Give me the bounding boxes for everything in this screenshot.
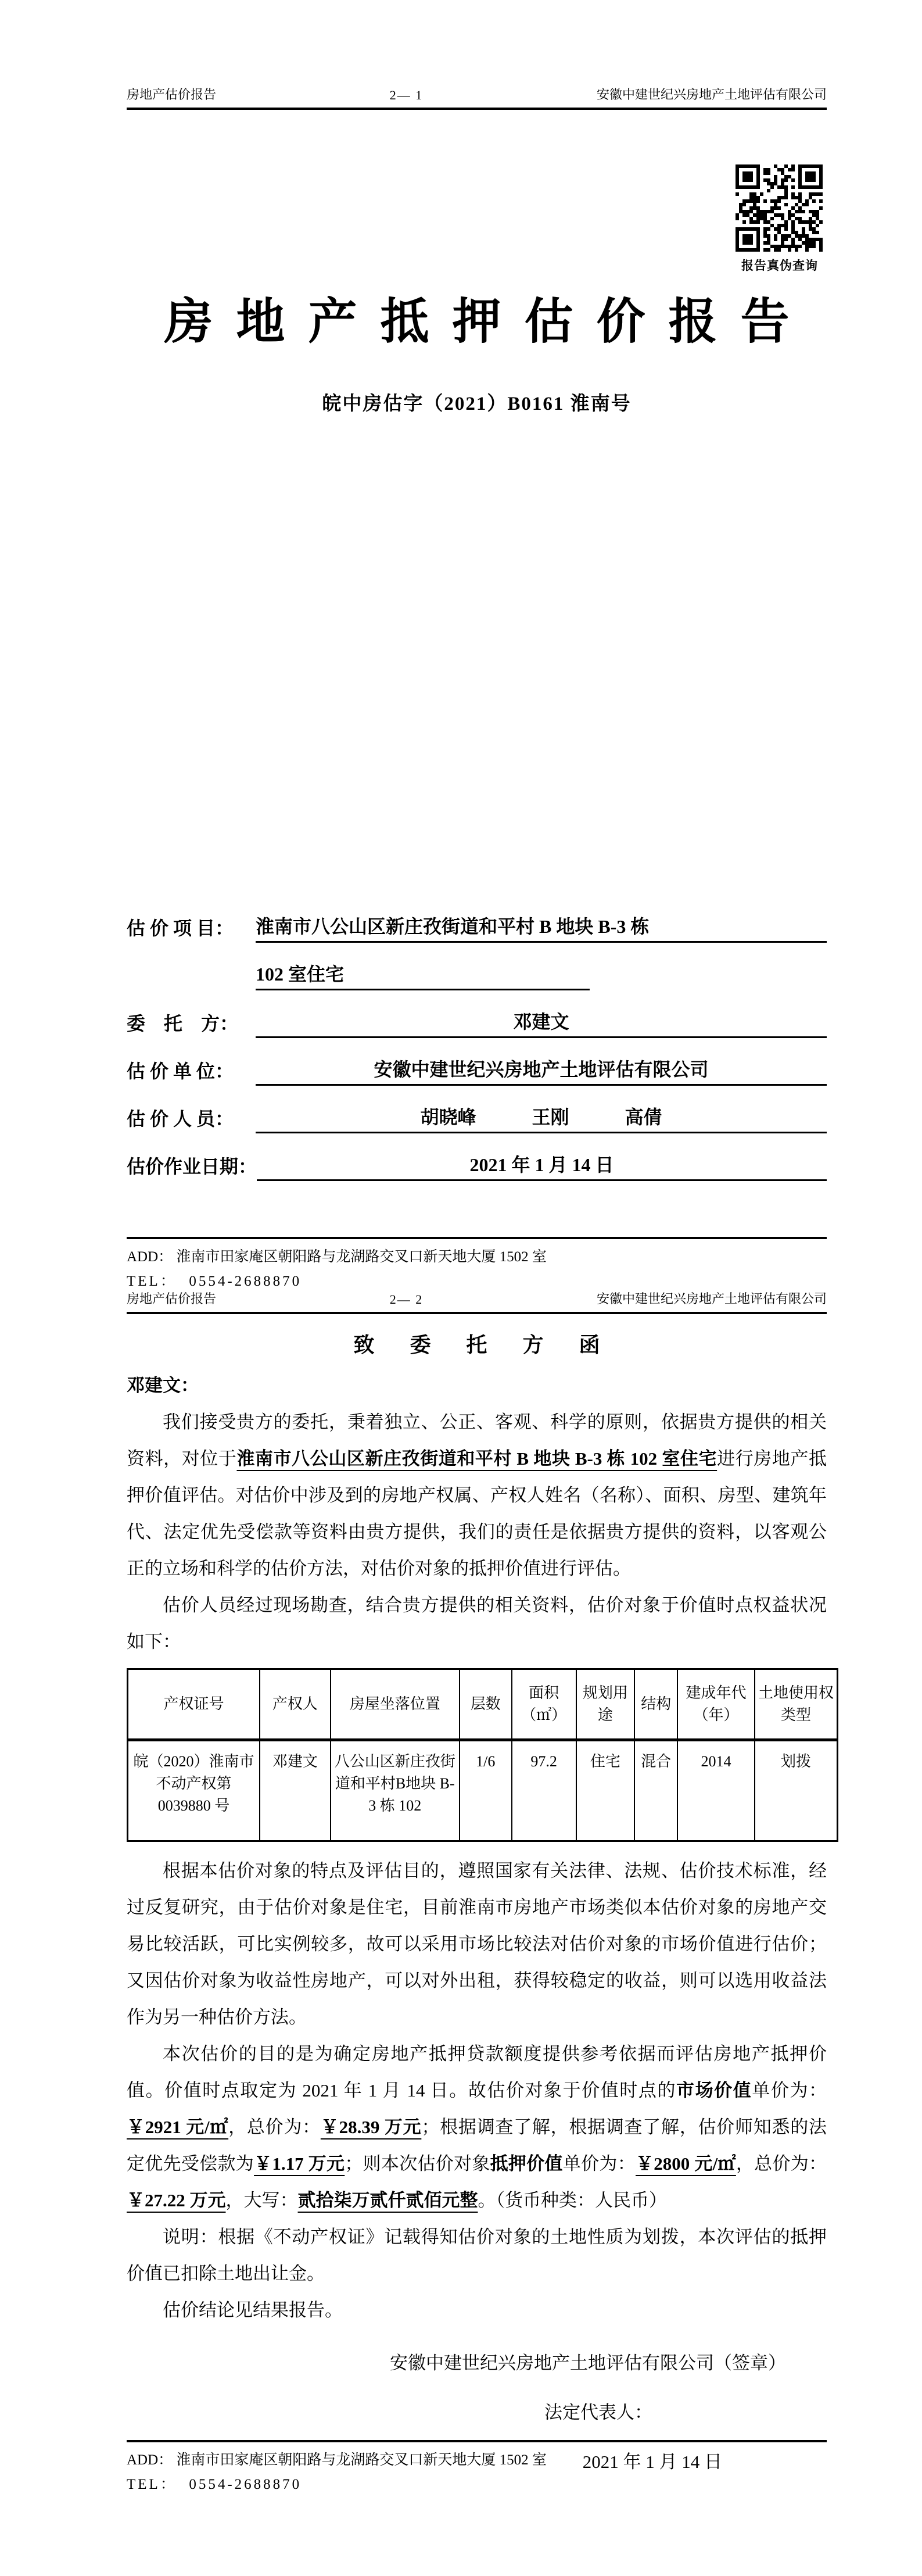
text-segment: 抵押价值 <box>490 2153 563 2174</box>
table-header-row <box>128 1669 838 1740</box>
field-agency-value: 安徽中建世纪兴房地产土地评估有限公司 <box>256 1055 827 1086</box>
cell-land-right-type: 划拨 <box>755 1740 838 1841</box>
qr-caption: 报告真伪查询 <box>741 259 818 273</box>
col-area: 面积（㎡） <box>512 1669 576 1740</box>
text-segment: ，总价为： <box>228 2117 321 2137</box>
signature-legal-representative: 法定代表人： <box>544 2402 652 2423</box>
text-segment: ￥1.17 万元 <box>254 2153 345 2174</box>
property-rights-table <box>127 1668 838 1842</box>
text-segment: ；根据调查了解，根据调查了解，估价师知悉的法定优先受偿款为 <box>127 2117 827 2174</box>
letter-paragraph-1 <box>127 1404 827 1587</box>
field-date <box>127 1133 827 1181</box>
header-doc-type: 房地产估价报告 <box>127 1291 217 1306</box>
signature-date: 2021 年 1 月 14 日 <box>582 2452 722 2472</box>
text-segment: 单价为： <box>752 2080 827 2101</box>
text-segment: 我们接受贵方的委托，秉着独立、公正、客观、科学的原则，依据贵方提供的相关资料，对位于 <box>127 1412 827 1469</box>
text-segment: 本次估价的目的是为确定房地产抵押贷款额度提供参考依据而评估房地产抵押价值。价值时点取定为 2021 年 1 月 14 日。故估价对象于价值时点的 <box>127 2044 827 2101</box>
letter-salutation: 邓建文： <box>127 1375 199 1396</box>
cell-year-built: 2014 <box>677 1740 755 1841</box>
field-staff-label: 估 价 人 员： <box>127 1108 234 1129</box>
text-segment: 市场价值 <box>676 2080 752 2101</box>
cell-floor: 1/6 <box>460 1740 512 1841</box>
letter-paragraph-2: 估价人员经过现场勘查，结合贵方提供的相关资料，估价对象于价值时点权益状况如下： <box>127 1595 827 1652</box>
page1-running-header <box>127 85 827 110</box>
header-page-number: 2— 2 <box>389 1292 424 1307</box>
col-owner: 产权人 <box>260 1669 331 1740</box>
field-client <box>127 990 827 1038</box>
col-year-built: 建成年代（年） <box>677 1669 755 1740</box>
letter-paragraph-6: 估价结论见结果报告。 <box>163 2300 343 2320</box>
field-agency-label: 估 价 单 位： <box>127 1061 234 1082</box>
text-segment: ，大写： <box>225 2190 298 2210</box>
header-company-name: 安徽中建世纪兴房地产土地评估有限公司 <box>596 87 827 102</box>
field-project-label-spacer <box>127 988 256 990</box>
field-project-value-line2: 102 室住宅 <box>256 960 590 990</box>
cell-cert-no: 皖（2020）淮南市不动产权第0039880 号 <box>128 1740 260 1841</box>
page2-running-header <box>127 1289 827 1314</box>
footer-address: ADD： 淮南市田家庵区朝阳路与龙湖路交叉口新天地大厦 1502 室 <box>127 2452 547 2468</box>
col-land-right-type: 土地使用权类型 <box>755 1669 838 1740</box>
field-staff <box>127 1086 827 1133</box>
signature-company: 安徽中建世纪兴房地产土地评估有限公司（签章） <box>390 2353 786 2373</box>
text-segment: 淮南市八公山区新庄孜街道和平村 B 地块 B-3 栋 102 室住宅 <box>236 1448 717 1469</box>
cell-planned-use: 住宅 <box>576 1740 635 1841</box>
letter-paragraph-5: 说明：根据《不动产权证》记载得知估价对象的土地性质为划拨，本次评估的抵押价值已扣除土地出让金。 <box>127 2227 827 2284</box>
field-date-label: 估价作业日期： <box>127 1156 257 1177</box>
cover-fields <box>127 895 827 1181</box>
field-project-value-line1: 淮南市八公山区新庄孜街道和平村 B 地块 B-3 栋 <box>256 912 827 943</box>
text-segment: 进行房地产抵押价值评估。对估价中涉及到的房地产权属、产权人姓名（名称）、面积、房型、建筑年代、法定优先受偿款等资料由贵方提供，我们的责任是依据贵方提供的资料，以客观公正的立场和科学的估价方法，对估价对象的抵押价值进行评估。 <box>127 1448 827 1579</box>
letter-body <box>127 1367 834 2480</box>
col-planned-use: 规划用途 <box>576 1669 635 1740</box>
col-location: 房屋坐落位置 <box>331 1669 460 1740</box>
text-segment: 单价为： <box>562 2153 636 2174</box>
letter-title: 致 委 托 方 函 <box>353 1333 615 1357</box>
text-segment: 。（货币种类：人民币） <box>478 2190 667 2210</box>
footer-address: ADD： 淮南市田家庵区朝阳路与龙湖路交叉口新天地大厦 1502 室 <box>127 1249 547 1265</box>
field-staff-value: 胡晓峰 王刚 高倩 <box>256 1103 827 1133</box>
text-segment: ；则本次估价对象 <box>345 2153 490 2174</box>
field-client-label: 委 托 方： <box>127 1013 239 1034</box>
text-segment: 贰拾柒万贰仟贰佰元整 <box>297 2190 478 2210</box>
text-segment: ，总价为： <box>736 2153 827 2174</box>
qr-code <box>736 164 824 252</box>
col-cert-no: 产权证号 <box>128 1669 260 1740</box>
field-project-label: 估 价 项 目： <box>127 918 234 939</box>
letter-paragraph-3: 根据本估价对象的特点及评估目的，遵照国家有关法律、法规、估价技术标准，经过反复研究，由于估价对象是住宅，目前淮南市房地产市场类似本估价对象的房地产交易比较活跃，可比实例较多，故可以采用市场比较法对估价对象的市场价值进行估价；又因估价对象为收益性房地产，可以对外出租，获得较稳定的收益，则可以选用收益法作为另一种估价方法。 <box>127 1861 827 2027</box>
text-segment: ￥28.39 万元 <box>320 2117 422 2137</box>
report-doc-number: 皖中房估字（2021）B0161 淮南号 <box>322 393 632 414</box>
text-segment: ￥27.22 万元 <box>127 2190 226 2210</box>
cell-area: 97.2 <box>512 1740 576 1841</box>
col-structure: 结构 <box>634 1669 677 1740</box>
page2-footer <box>127 2440 827 2497</box>
page1-footer <box>127 1237 827 1294</box>
footer-telephone: TEL： 0554-2688870 <box>127 1273 302 1289</box>
field-project <box>127 895 827 943</box>
header-doc-type: 房地产估价报告 <box>127 87 217 102</box>
report-title: 房地产抵押估价报告 <box>164 295 813 349</box>
col-floor: 层数 <box>460 1669 512 1740</box>
header-page-number: 2— 1 <box>389 88 424 102</box>
header-company-name: 安徽中建世纪兴房地产土地评估有限公司 <box>596 1291 827 1306</box>
table-row <box>128 1740 838 1841</box>
cell-owner: 邓建文 <box>260 1740 331 1841</box>
text-segment: ￥2921 元/㎡ <box>127 2117 229 2137</box>
footer-telephone: TEL： 0554-2688870 <box>127 2477 302 2492</box>
letter-paragraph-4 <box>127 2035 827 2219</box>
cell-structure: 混合 <box>634 1740 677 1841</box>
cell-location: 八公山区新庄孜街道和平村B地块 B-3 栋 102 <box>331 1740 460 1841</box>
qr-verification-block <box>736 164 824 274</box>
field-agency <box>127 1038 827 1086</box>
field-client-value: 邓建文 <box>256 1007 827 1038</box>
text-segment: ￥2800 元/㎡ <box>636 2153 736 2174</box>
field-date-value: 2021 年 1 月 14 日 <box>257 1150 827 1181</box>
field-project-line2 <box>127 943 827 990</box>
